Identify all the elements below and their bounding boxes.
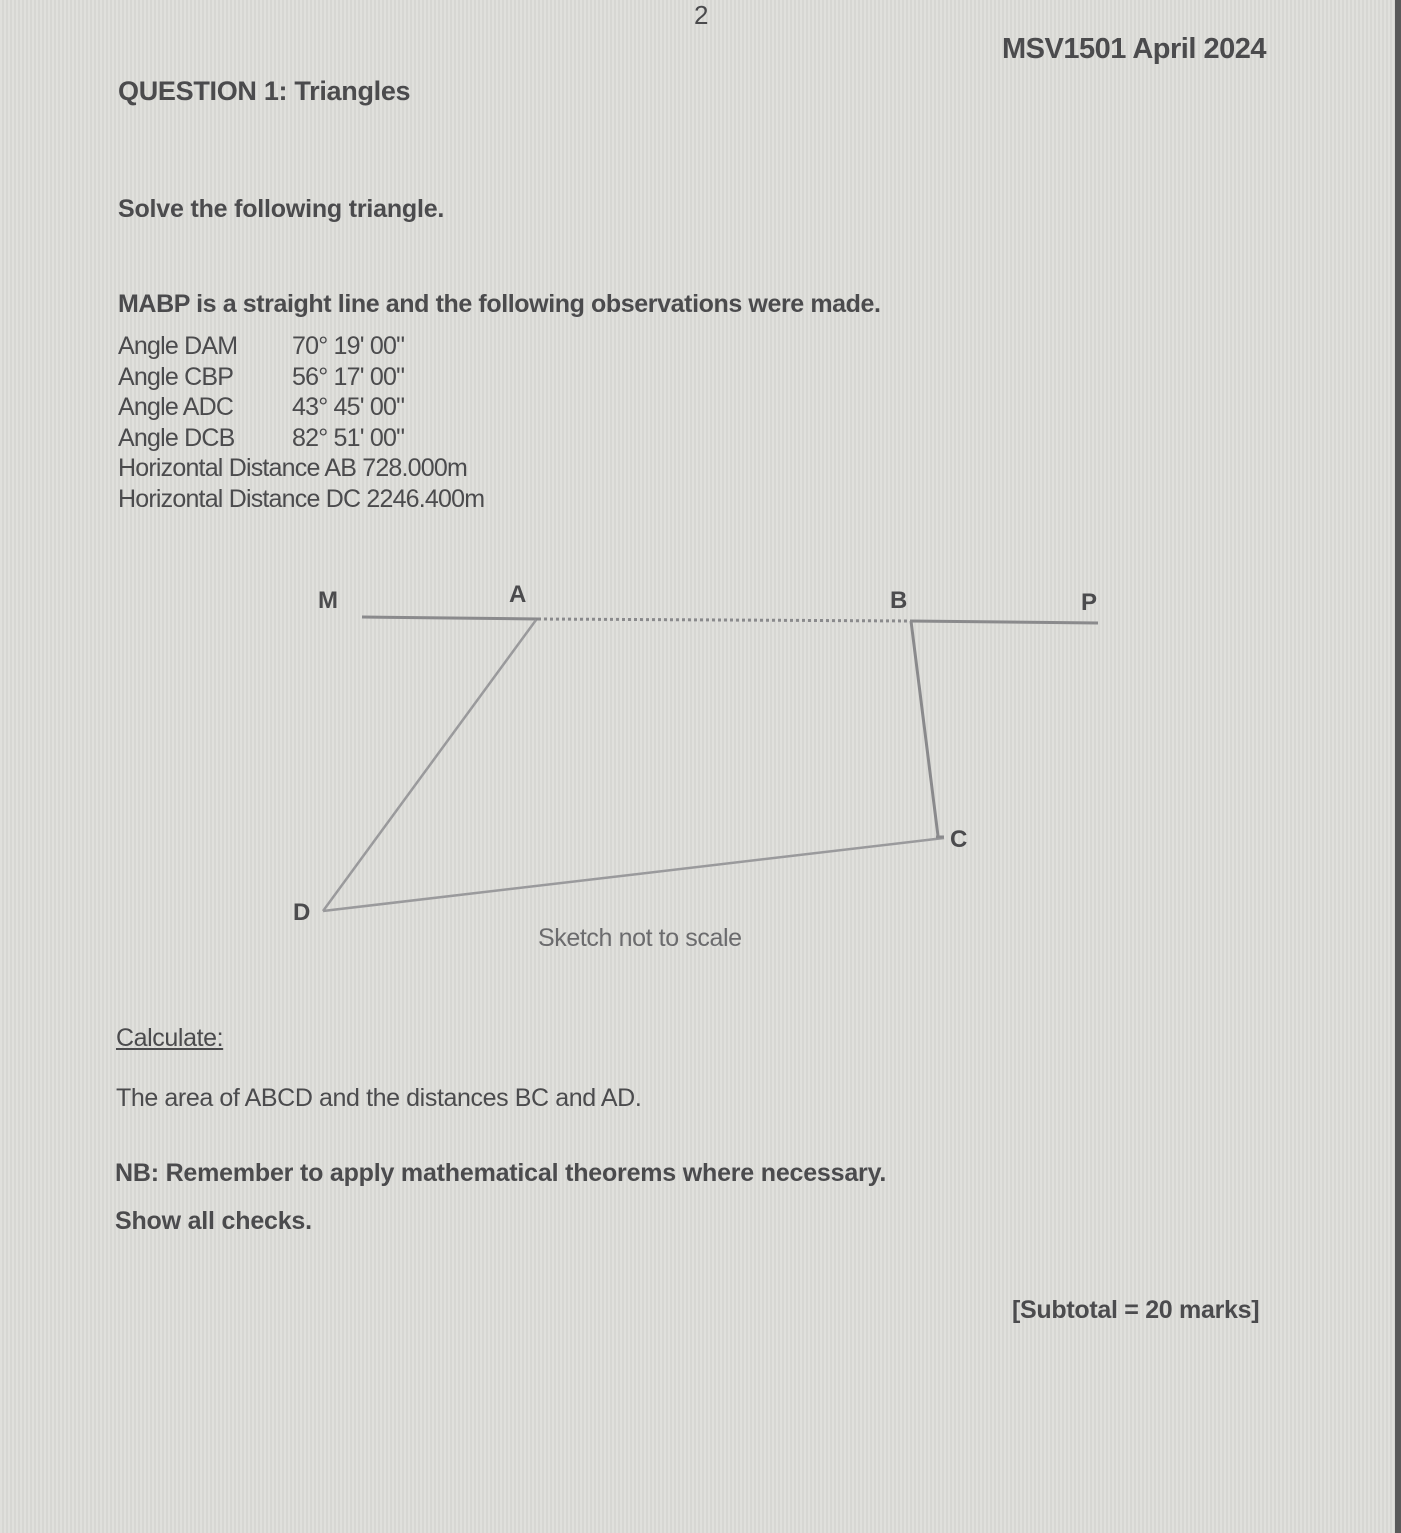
checks-note: Show all checks. xyxy=(115,1207,312,1235)
distance-ab: Horizontal Distance AB 728.000m xyxy=(118,454,468,482)
calculate-task: The area of ABCD and the distances BC and AD. xyxy=(116,1084,642,1112)
observation-value: 43° 45' 00" xyxy=(292,393,405,421)
observation-value: 82° 51' 00" xyxy=(292,423,405,452)
question-instruction: Solve the following triangle. xyxy=(118,195,445,223)
point-label-d: D xyxy=(293,899,311,926)
observation-label: Angle DAM xyxy=(118,332,238,360)
line-ab xyxy=(538,619,910,621)
observation-label: Angle ADC xyxy=(118,393,234,421)
line-bc xyxy=(911,621,938,836)
observation-value: 70° 19' 00" xyxy=(292,332,405,360)
point-label-m: M xyxy=(318,587,338,614)
observation-label: Angle CBP xyxy=(118,362,234,391)
observation-label: Angle DCB xyxy=(118,423,235,452)
sketch-note: Sketch not to scale xyxy=(538,924,742,952)
line-ad xyxy=(323,620,536,911)
point-label-c: C xyxy=(950,826,968,853)
calculate-heading: Calculate: xyxy=(116,1024,224,1052)
subtotal-marks: [Subtotal = 20 marks] xyxy=(1012,1296,1260,1324)
point-label-p: P xyxy=(1081,589,1098,616)
observation-value: 56° 17' 00" xyxy=(292,362,405,391)
point-label-a: A xyxy=(509,581,527,608)
nb-note: NB: Remember to apply mathematical theorems where necessary. xyxy=(115,1159,887,1187)
course-code: MSV1501 April 2024 xyxy=(1002,33,1266,65)
point-label-b: B xyxy=(890,587,908,614)
question-title: QUESTION 1: Triangles xyxy=(118,76,411,106)
line-dc xyxy=(323,838,944,911)
line-ma xyxy=(362,617,538,619)
distance-dc: Horizontal Distance DC 2246.400m xyxy=(118,484,485,513)
question-intro: MABP is a straight line and the following observations were made. xyxy=(118,290,881,318)
page-number: 2 xyxy=(694,0,709,30)
line-bp xyxy=(910,621,1098,623)
